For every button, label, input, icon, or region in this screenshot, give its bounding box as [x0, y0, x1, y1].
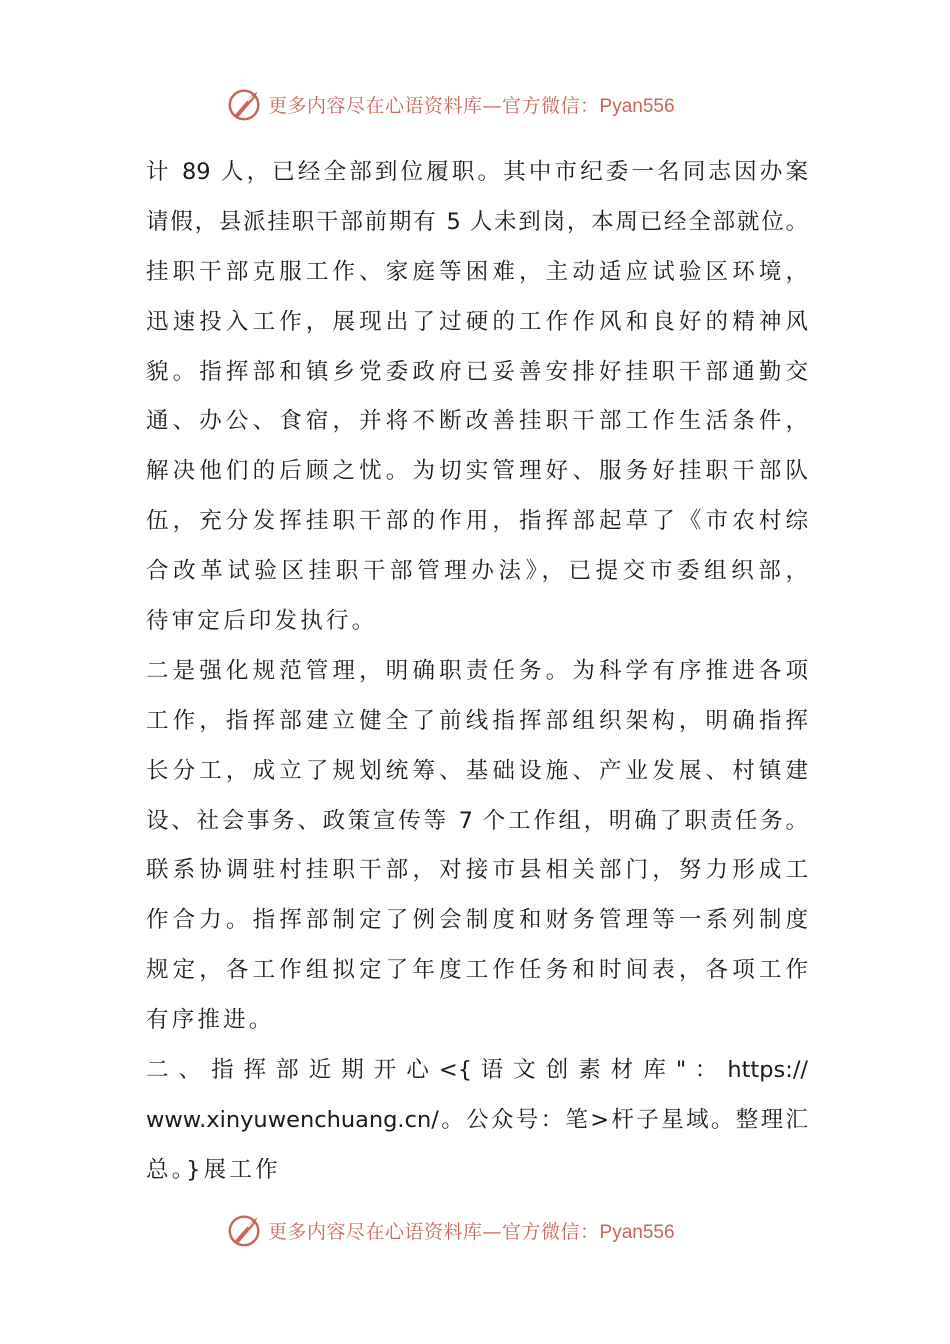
text-line: 挂职干部克服工作、家庭等困难，主动适应试验区环境， — [146, 258, 808, 285]
pen-nib-circle-icon — [226, 1211, 264, 1249]
text-line: 貌。指挥部和镇乡党委政府已妥善安排好挂职干部通勤交 — [146, 358, 808, 385]
text-line: 伍，充分发挥挂职干部的作用，指挥部起草了《市农村综 — [146, 508, 808, 535]
text-line: 二是强化规范管理，明确职责任务。为科学有序推进各项 — [146, 657, 808, 684]
text-line: 合改革试验区挂职干部管理办法》，已提交市委组织部， — [146, 558, 808, 585]
header-watermark — [226, 84, 746, 124]
text-line: 设、社会事务、政策宣传等 7 个工作组，明确了职责任务。 — [146, 807, 808, 834]
text-line: 计 89 人，已经全部到位履职。其中市纪委一名同志因办案 — [146, 159, 808, 185]
text-line: 有序推进。 — [146, 1007, 275, 1034]
pen-nib-circle-icon — [226, 85, 264, 123]
text-line: 联系协调驻村挂职干部，对接市县相关部门，努力形成工 — [146, 857, 808, 884]
text-line: 作合力。指挥部制定了例会制度和财务管理等一系列制度 — [146, 907, 808, 934]
text-line: 待审定后印发执行。 — [146, 608, 378, 635]
footer-watermark — [226, 1210, 746, 1250]
text-line: 总。}展工作 — [146, 1156, 281, 1183]
text-line: www.xinyuwenchuang.cn/。公众号：笔>杆子星域。整理汇 — [146, 1106, 808, 1133]
document-body — [146, 148, 808, 1196]
text-line: 解决他们的后顾之忧。为切实管理好、服务好挂职干部队 — [146, 458, 808, 485]
text-line: 请假，县派挂职干部前期有 5 人未到岗，本周已经全部就位。 — [146, 208, 808, 235]
text-line: 通、办公、食宿，并将不断改善挂职干部工作生活条件， — [146, 408, 808, 435]
text-line: 二 、 指 挥 部 近 期 开 心 <{ 语 文 创 素 材 库 " ： https:// — [146, 1057, 808, 1084]
text-line: 规定，各工作组拟定了年度工作任务和时间表，各项工作 — [146, 957, 808, 984]
text-line: 工作，指挥部建立健全了前线指挥部组织架构，明确指挥 — [146, 707, 808, 734]
text-line: 长分工，成立了规划统筹、基础设施、产业发展、村镇建 — [146, 757, 808, 784]
text-line: 迅速投入工作，展现出了过硬的工作作风和良好的精神风 — [146, 308, 808, 335]
watermark-text: 更多内容尽在心语资料库—官方微信：Pyan556 — [268, 1220, 675, 1243]
watermark-text: 更多内容尽在心语资料库—官方微信：Pyan556 — [268, 94, 675, 117]
